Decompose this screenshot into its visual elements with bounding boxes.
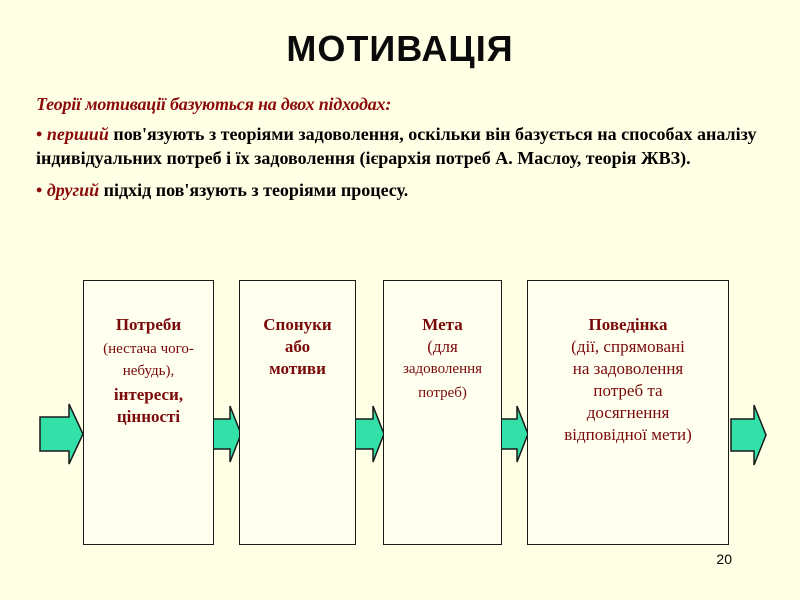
goal-box	[383, 280, 502, 545]
box-title: Поведінка	[588, 315, 668, 334]
arrow-right-icon	[730, 404, 768, 466]
arrow-right-icon	[353, 405, 385, 463]
second-approach-text: підхід пов'язують з теоріями процесу.	[99, 180, 409, 200]
box-text: небудь),	[122, 363, 175, 379]
slide-title: МОТИВАЦІЯ	[286, 28, 514, 69]
second-approach-keyword: другий	[46, 180, 100, 200]
box-text: (дії, спрямовані	[571, 337, 685, 356]
box-title: Спонуки	[263, 315, 332, 334]
box-text: відповідної мети)	[564, 425, 692, 444]
needs-box	[83, 280, 214, 545]
motives-box	[239, 280, 356, 545]
box-text: (для	[427, 337, 458, 356]
page-number: 20	[716, 551, 732, 567]
first-approach-keyword: перший	[46, 124, 109, 144]
box-text: мотиви	[269, 359, 326, 378]
bullet: •	[36, 180, 47, 200]
arrow-right-icon	[210, 405, 242, 463]
first-approach-paragraph	[36, 122, 766, 170]
box-title: Мета	[422, 315, 463, 334]
box-text: досягнення	[586, 403, 670, 422]
second-approach-paragraph	[36, 178, 766, 202]
box-text: або	[284, 337, 311, 356]
box-text: потреб та	[593, 381, 663, 400]
box-text: інтереси,	[113, 385, 184, 404]
behavior-box	[527, 280, 729, 545]
box-text: задоволення	[402, 361, 483, 377]
intro-text: Теорії мотивації базуються на двох підходах:	[36, 94, 392, 114]
bullet: •	[36, 124, 47, 144]
box-text: (нестача чого-	[103, 341, 194, 357]
box-text: цінності	[116, 407, 181, 426]
box-text: потреб)	[418, 385, 467, 401]
first-approach-text: пов'язують з теоріями задоволення, оскільки він базується на способах аналізу індивідуальних потреб і їх задоволення (ієрархія потреб А. Маслоу, теорія ЖВЗ).	[36, 124, 757, 168]
box-title: Потреби	[115, 315, 182, 334]
box-text: на задоволення	[572, 359, 684, 378]
text-block	[36, 92, 766, 210]
arrow-right-icon	[39, 403, 85, 465]
